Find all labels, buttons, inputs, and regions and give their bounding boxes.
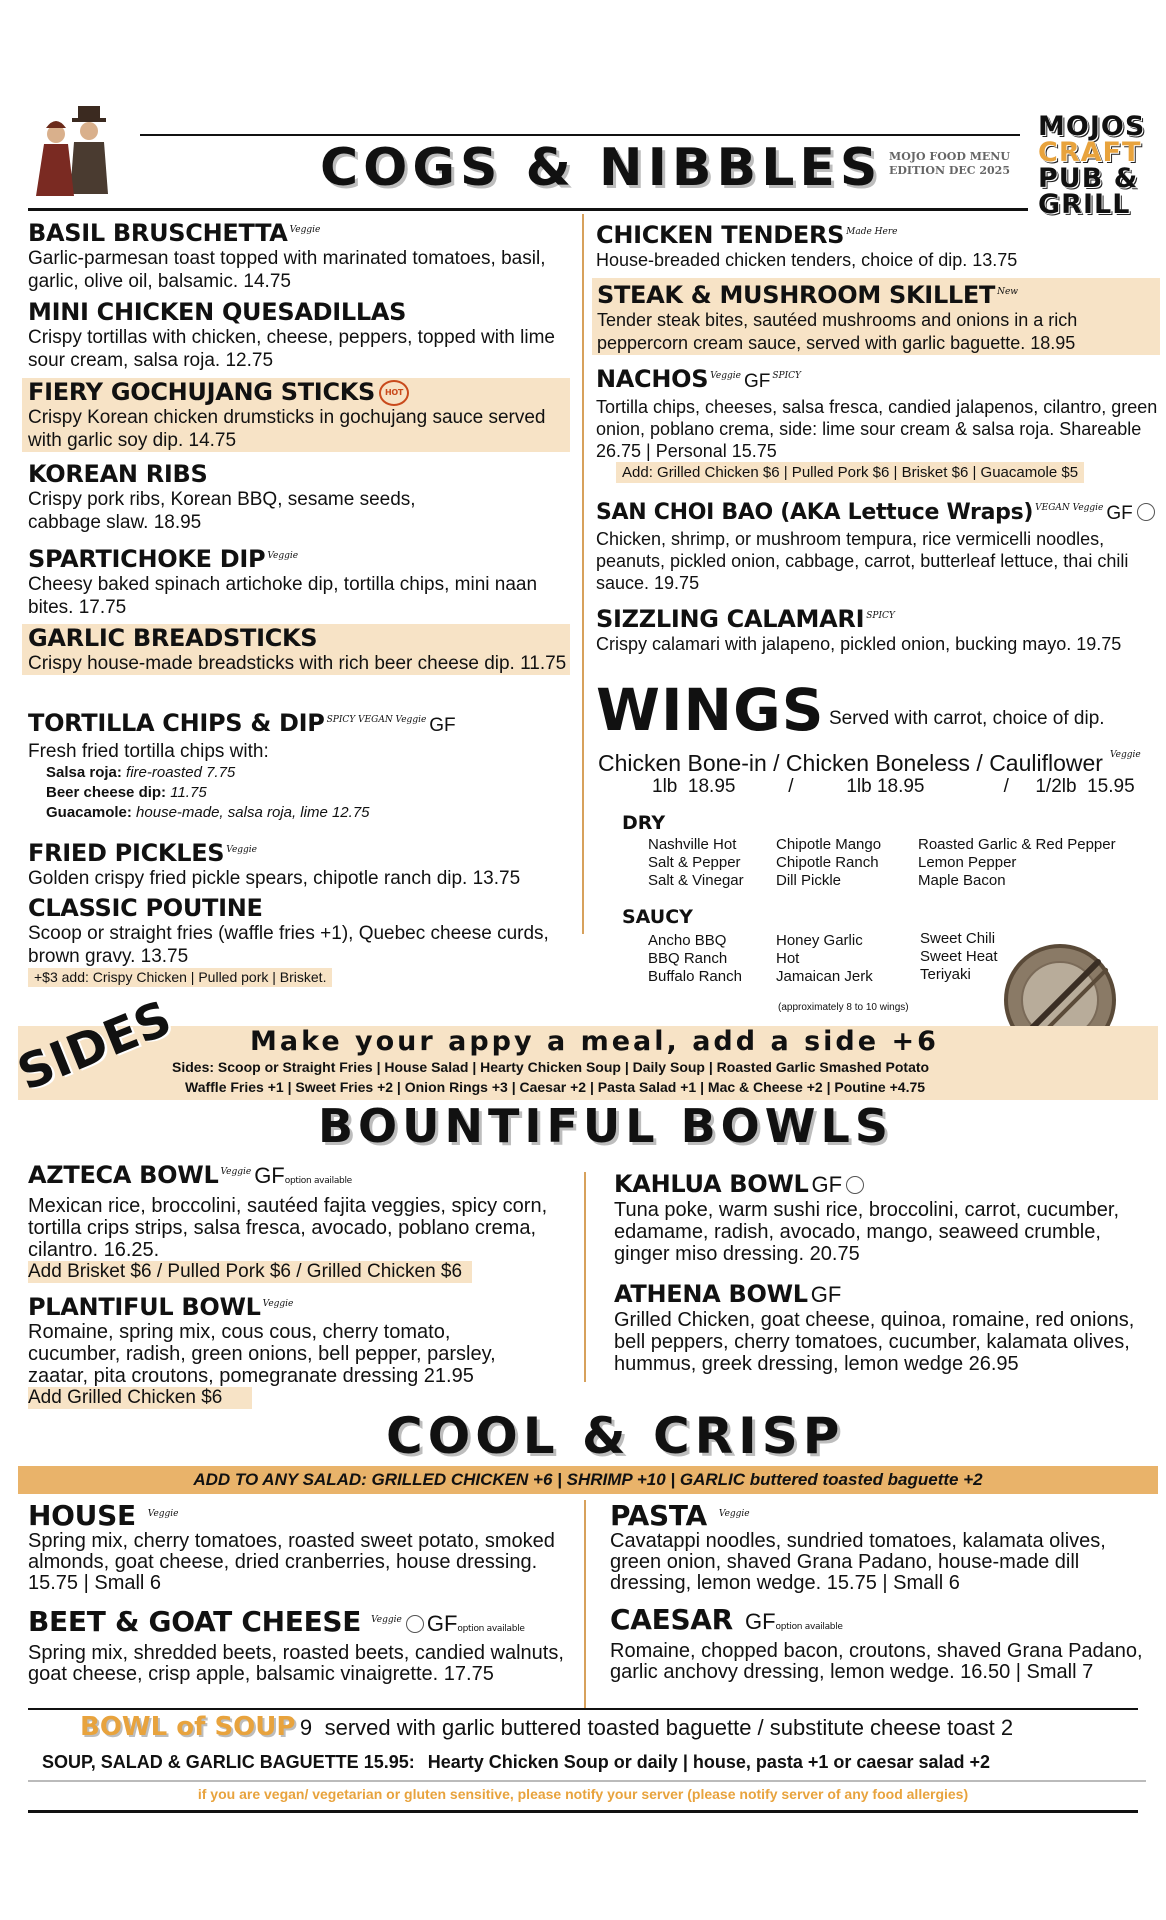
menu-item-mini-chicken-quesadillas	[28, 298, 588, 372]
menu-item-tortilla-chips-dip	[28, 706, 573, 823]
item-addon: Add: Grilled Chicken $6 | Pulled Pork $6 | Brisket $6 | Guacamole $5	[616, 462, 1084, 483]
item-name: CHICKEN TENDERS	[596, 221, 845, 249]
dip-option-label: Beer cheese dip:	[46, 784, 167, 801]
item-description: Mexican rice, broccolini, sautéed fajita veggies, spicy corn, tortilla crips strips, salsa fresca, avocado, poblano crema, cilantro. 16.25.	[28, 1195, 548, 1261]
veggie-badge: Veggie	[710, 371, 741, 381]
gf-badge: GF	[744, 1609, 776, 1634]
veggie-badge: Veggie	[1110, 750, 1141, 760]
sides-line-2: Waffle Fries +1 | Sweet Fries +2 | Onion Rings +3 | Caesar +2 | Pasta Salad +1 | Mac & Cheese +2 | Poutine +4.75	[185, 1079, 926, 1095]
soup-combo-line	[42, 1752, 990, 1773]
dip-option-text: house-made, salsa roja, lime 12.75	[136, 804, 370, 821]
wing-flavor: Salt & Pepper	[648, 854, 741, 871]
item-description: Golden crispy fried pickle spears, chipotle ranch dip. 13.75	[28, 868, 521, 889]
page-title: COGS & NIBBLES	[320, 138, 883, 198]
gf-badge: GF	[426, 1611, 458, 1636]
item-description: Crispy tortillas with chicken, cheese, peppers, topped with lime sour cream, salsa roja. 12.75	[28, 327, 555, 371]
logo-line-grill: GRILL	[1038, 189, 1131, 220]
item-name: KOREAN RIBS	[28, 460, 208, 488]
menu-item-sizzling-calamari	[596, 602, 1158, 656]
menu-item-fiery-gochujang-sticks	[22, 378, 570, 452]
wings-note: (approximately 8 to 10 wings)	[778, 1002, 909, 1013]
soup-price: 9	[299, 1715, 313, 1740]
item-name: PLANTIFUL BOWL	[28, 1293, 261, 1321]
logo-line-craft: CRAFT	[1038, 137, 1142, 168]
item-name: MINI CHICKEN QUESADILLAS	[28, 298, 407, 326]
soup-line	[80, 1712, 1013, 1742]
wing-flavor: Roasted Garlic & Red Pepper	[918, 836, 1116, 853]
item-description: Crispy Korean chicken drumsticks in gochujang sauce served with garlic soy dip. 14.75	[28, 407, 546, 451]
allergy-note: if you are vegan/ vegetarian or gluten sensitive, please notify your server (please notify server of any food allergies)	[197, 1786, 969, 1802]
wing-flavor: Chipotle Ranch	[776, 854, 879, 871]
wing-flavor: Lemon Pepper	[918, 854, 1017, 871]
wings-dry-col-2	[776, 836, 881, 890]
item-description: Cheesy baked spinach artichoke dip, tortilla chips, mini naan bites. 17.75	[28, 574, 538, 618]
item-name: SIZZLING CALAMARI	[596, 605, 865, 633]
logo-line-mojos: MOJOS	[1038, 111, 1146, 142]
nut-icon	[406, 1615, 424, 1633]
wings-saucy-label: SAUCY	[622, 906, 693, 928]
chili-hot-icon: HOT	[379, 380, 409, 406]
header-rule-bottom	[28, 208, 1028, 211]
item-addon: +$3 add: Crispy Chicken | Pulled pork | Brisket.	[28, 968, 332, 987]
item-name: ATHENA BOWL	[614, 1280, 808, 1308]
footer-rule-top	[28, 1780, 1146, 1782]
item-name: FIERY GOCHUJANG STICKS	[28, 378, 376, 406]
veggie-badge: Veggie	[371, 1615, 402, 1625]
wings-dry-col-1	[648, 836, 744, 890]
item-name: CAESAR	[610, 1603, 733, 1636]
wing-flavor: Nashville Hot	[648, 836, 737, 853]
footer-rule-bottom	[28, 1810, 1138, 1813]
item-description: Cavatappi noodles, sundried tomatoes, kalamata olives, green onion, shaved Grana Padano, house-made dill dressing, lemon wedge. 15.75 | Small 6	[610, 1530, 1106, 1594]
veggie-badge: Veggie	[267, 551, 299, 561]
sides-stamp: SIDES	[10, 990, 179, 1102]
gf-badge: GF	[743, 371, 771, 392]
item-description: House-breaded chicken tenders, choice of dip. 13.75	[596, 250, 1018, 270]
spicy-badge: SPICY	[772, 371, 801, 381]
wing-flavor: Hot	[776, 950, 800, 967]
wing-flavor: Sweet Heat	[920, 948, 998, 965]
item-name: PASTA	[610, 1499, 707, 1532]
menu-item-beet-goat-cheese	[28, 1606, 573, 1685]
veggie-badge: Veggie	[262, 1299, 294, 1309]
item-addon: Add Brisket $6 / Pulled Pork $6 / Grilled Chicken $6	[28, 1261, 472, 1283]
wing-flavor: Dill Pickle	[776, 872, 842, 889]
gf-badge: GF	[810, 1282, 842, 1307]
dip-option-label: Guacamole:	[46, 804, 132, 821]
veggie-badge: Veggie	[289, 225, 321, 235]
item-name: GARLIC BREADSTICKS	[28, 624, 318, 652]
item-description: Fresh fried tortilla chips with:	[28, 741, 269, 762]
menu-item-azteca-bowl	[28, 1158, 568, 1283]
soup-label: BOWL of SOUP	[80, 1712, 296, 1742]
item-name: SAN CHOI BAO (AKA Lettuce Wraps)	[596, 500, 1034, 525]
item-addon: Add Grilled Chicken $6	[28, 1387, 252, 1409]
spicy-badge: SPICY	[866, 611, 895, 621]
item-description: Crispy pork ribs, Korean BBQ, sesame seeds, cabbage slaw. 18.95	[28, 489, 416, 533]
soup-text: served with garlic buttered toasted baguette / substitute cheese toast 2	[324, 1715, 1014, 1740]
dip-option	[46, 783, 573, 803]
item-name: AZTECA BOWL	[28, 1161, 219, 1189]
item-name: SPARTICHOKE DIP	[28, 545, 266, 573]
menu-item-garlic-breadsticks	[22, 624, 570, 675]
menu-item-spartichoke-dip	[28, 542, 568, 619]
salads-title: COOL & CRISP	[386, 1407, 845, 1465]
menu-item-san-choi-bao	[596, 494, 1158, 594]
item-description: Scoop or straight fries (waffle fries +1), Quebec cheese curds, brown gravy. 13.75	[28, 923, 549, 967]
dip-option-text: fire-roasted 7.75	[126, 764, 236, 781]
menu-item-chicken-tenders	[596, 218, 1156, 272]
wing-flavor: Maple Bacon	[918, 872, 1006, 889]
sides-line-1: Sides: Scoop or Straight Fries | House Salad | Hearty Chicken Soup | Daily Soup | Roasted Garlic Smashed Potato	[172, 1059, 930, 1075]
new-badge: New	[997, 287, 1018, 297]
item-description: Garlic-parmesan toast topped with marinated tomatoes, basil, garlic, olive oil, balsamic. 14.75	[28, 248, 546, 292]
dip-option-label: Salsa roja:	[46, 764, 122, 781]
gf-badge: GF	[429, 715, 456, 736]
item-name: BEET & GOAT CHEESE	[28, 1605, 362, 1638]
wing-flavor: Ancho BBQ	[648, 932, 727, 949]
item-description: Chicken, shrimp, or mushroom tempura, rice vermicelli noodles, peanuts, pickled onion, cabbage, carrot, butterleaf lettuce, thai chili sauce. 19.75	[596, 529, 1129, 593]
item-description: Romaine, spring mix, cous cous, cherry tomato, cucumber, radish, green onions, bell pepper, parsley, zaatar, pita croutons, pomegranate dressing 21.95	[28, 1321, 496, 1387]
wings-saucy-col-1	[648, 932, 742, 986]
item-name: CLASSIC POUTINE	[28, 894, 263, 922]
gf-badge: GF	[1106, 503, 1133, 524]
gf-option-note: option available	[457, 1624, 525, 1634]
item-name: KAHLUA BOWL	[614, 1170, 809, 1198]
wings-types-line: Chicken Bone-in / Chicken Boneless / Cauliflower	[598, 750, 1103, 776]
item-name: STEAK & MUSHROOM SKILLET	[597, 281, 996, 309]
veggie-badge: Veggie	[718, 1509, 750, 1519]
wing-flavor: Teriyaki	[920, 966, 971, 983]
wing-flavor: Jamaican Jerk	[776, 968, 873, 985]
menu-item-korean-ribs	[28, 460, 468, 534]
edition-line-2: EDITION DEC 2025	[889, 164, 1010, 177]
salads-column-divider	[584, 1500, 586, 1708]
nut-icon	[1137, 503, 1155, 521]
wing-flavor: Chipotle Mango	[776, 836, 882, 853]
item-description: Tuna poke, warm sushi rice, broccolini, carrot, cucumber, edamame, radish, avocado, mango, seaweed crumble, ginger miso dressing. 20.75	[614, 1199, 1120, 1265]
item-description: Romaine, chopped bacon, croutons, shaved Grana Padano, garlic anchovy dressing, lemon wedge. 16.50 | Small 7	[610, 1640, 1143, 1683]
item-description: Spring mix, shredded beets, roasted beets, candied walnuts, goat cheese, crisp apple, balsamic vinaigrette. 17.75	[28, 1642, 564, 1685]
menu-item-fried-pickles	[28, 836, 588, 890]
menu-item-basil-bruschetta	[28, 216, 573, 293]
dip-option	[46, 763, 573, 783]
item-description: Crispy calamari with jalapeno, pickled onion, bucking mayo. 19.75	[596, 634, 1122, 654]
item-description: Grilled Chicken, goat cheese, quinoa, romaine, red onions, bell peppers, cherry tomatoes, cucumber, kalamata olives, hummus, greek dressing, lemon wedge 26.95	[614, 1309, 1135, 1375]
wing-flavor: BBQ Ranch	[648, 950, 728, 967]
menu-item-classic-poutine	[28, 894, 573, 987]
wings-saucy-col-2	[776, 932, 873, 986]
wings-types	[598, 750, 1158, 776]
menu-item-athena-bowl	[614, 1280, 1154, 1375]
edition-line-1: MOJO FOOD MENU	[889, 150, 1010, 163]
veggie-badge: Veggie	[220, 1167, 252, 1177]
menu-item-pasta-salad	[610, 1500, 1158, 1594]
menu-item-nachos	[596, 362, 1158, 483]
item-name: BASIL BRUSCHETTA	[28, 219, 288, 247]
menu-item-house-salad	[28, 1500, 573, 1594]
item-description: Tender steak bites, sautéed mushrooms and onions in a rich peppercorn cream sauce, served with garlic baguette. 18.95	[597, 310, 1078, 353]
bowls-column-divider	[584, 1172, 586, 1382]
menu-item-kahlua-bowl	[614, 1170, 1154, 1265]
wing-flavor: Buffalo Ranch	[648, 968, 742, 985]
item-name: HOUSE	[28, 1499, 136, 1532]
made-here-badge: Made Here	[846, 227, 898, 237]
wing-flavor: Sweet Chili	[920, 930, 996, 947]
item-description: Tortilla chips, cheeses, salsa fresca, candied jalapenos, cilantro, green onion, poblano crema, side: lime sour cream & salsa roja. Shareable 26.75 | Personal 15.75	[596, 397, 1158, 461]
sides-headline: Make your appy a meal, add a side +6	[250, 1026, 939, 1057]
diet-badges: SPICY VEGAN Veggie	[326, 715, 427, 725]
salads-addon-banner: ADD TO ANY SALAD: GRILLED CHICKEN +6 | SHRIMP +10 | GARLIC buttered toasted baguette +2	[18, 1466, 1158, 1494]
item-name: NACHOS	[596, 365, 709, 393]
vegan-veggie-badges: VEGAN Veggie	[1035, 503, 1104, 513]
soup-rule-top	[28, 1708, 1138, 1710]
item-description: Crispy house-made breadsticks with rich beer cheese dip. 11.75	[28, 653, 567, 674]
item-name: TORTILLA CHIPS & DIP	[28, 709, 325, 737]
dip-option	[46, 803, 573, 823]
wings-subtitle: Served with carrot, choice of dip.	[828, 708, 1105, 729]
menu-item-steak-mushroom-skillet	[592, 278, 1160, 355]
dip-option-text: 11.75	[170, 784, 207, 801]
menu-item-caesar-salad	[610, 1603, 1150, 1683]
logo-line-pub: PUB &	[1038, 163, 1139, 194]
item-description: Spring mix, cherry tomatoes, roasted sweet potato, smoked almonds, goat cheese, dried cranberries, house dressing. 15.75 | Small 6	[28, 1530, 555, 1594]
wing-flavor: Honey Garlic	[776, 932, 863, 949]
header-figures-illustration	[28, 104, 116, 200]
menu-item-plantiful-bowl	[28, 1290, 548, 1409]
menu-edition-label	[882, 150, 1017, 178]
wings-saucy-col-3	[920, 930, 998, 984]
gf-option-note: option available	[775, 1622, 843, 1632]
veggie-badge: Veggie	[147, 1509, 179, 1519]
gf-badge: GF	[811, 1172, 843, 1197]
wings-prices: 1lb 18.95 / 1lb 18.95 / 1/2lb 15.95	[652, 776, 1135, 797]
gf-badge: GF	[254, 1163, 285, 1188]
wing-flavor: Salt & Vinegar	[648, 872, 744, 889]
wings-dry-col-3	[918, 836, 1116, 890]
bowls-title: BOUNTIFUL BOWLS	[318, 1099, 893, 1153]
soup-combo-label: SOUP, SALAD & GARLIC BAGUETTE 15.95:	[42, 1752, 415, 1772]
wings-title: WINGS	[596, 676, 825, 744]
nut-icon	[846, 1176, 864, 1194]
soup-combo-text: Hearty Chicken Soup or daily | house, pasta +1 or caesar salad +2	[427, 1752, 991, 1772]
item-name: FRIED PICKLES	[28, 839, 225, 867]
veggie-badge: Veggie	[226, 845, 258, 855]
wings-heading	[596, 678, 1105, 742]
wings-dry-label: DRY	[622, 812, 666, 834]
brand-logo	[1038, 111, 1148, 220]
gf-option-note: option available	[284, 1176, 352, 1186]
